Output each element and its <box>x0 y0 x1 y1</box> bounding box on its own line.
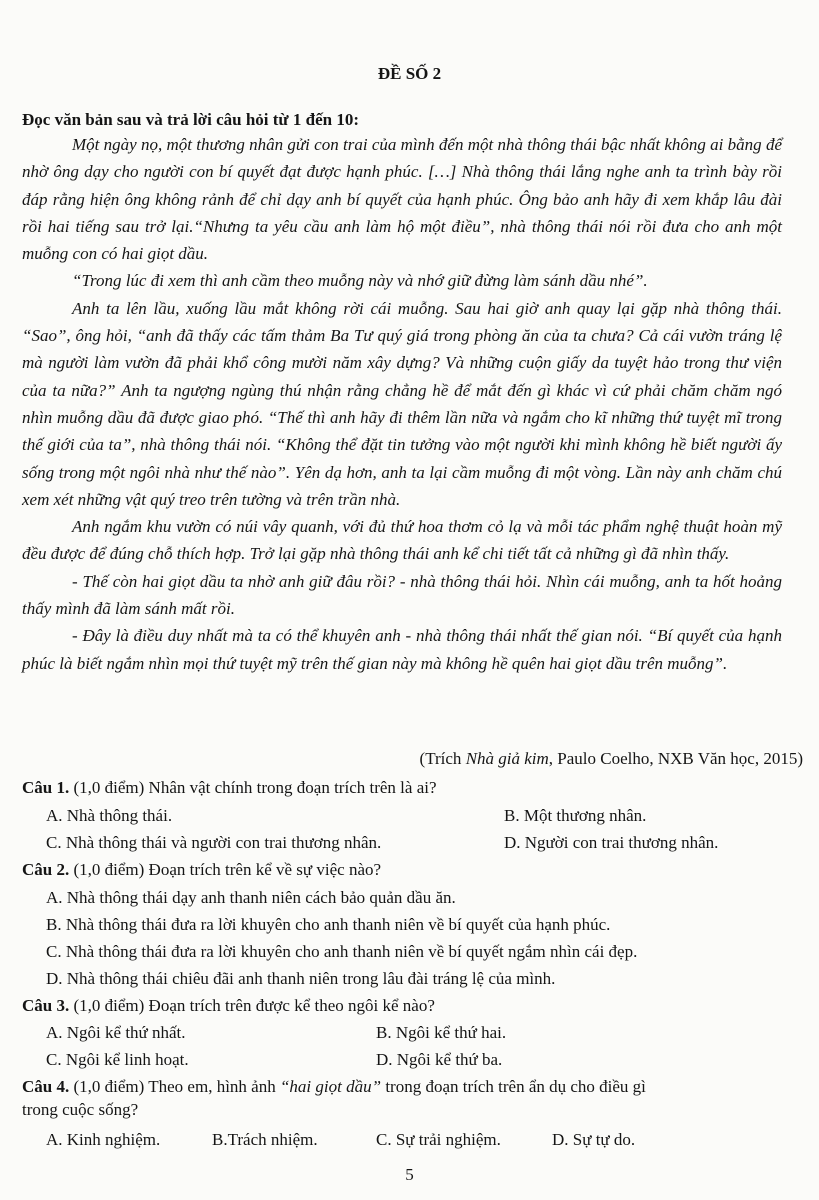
passage-paragraph: Một ngày nọ, một thương nhân gửi con trai của mình đến một nhà thông thái bậc nhất không ai bằng để nhờ ông dạy cho người con bí quyết đạt được hạnh phúc. […] Nhà thông thái lắng nghe anh ta trình bày rồi đáp rằng hiện ông không rảnh để chỉ dạy anh bí quyết của hạnh phúc. Ông bảo anh hãy đi xem khắp lâu đài rồi hai tiếng sau trở lại.“Nhưng ta yêu cầu anh làm hộ một điều”, nhà thông thái nói rồi đưa cho anh một muỗng con có hai giọt dầu. <box>22 135 782 264</box>
option-2a: A. Nhà thông thái dạy anh thanh niên cách bảo quản dầu ăn. <box>46 888 456 907</box>
option-1d: D. Người con trai thương nhân. <box>504 833 719 852</box>
question-4 <box>22 1077 646 1097</box>
option-4c: C. Sự trải nghiệm. <box>376 1130 501 1149</box>
question-label: Câu 3. <box>22 996 70 1015</box>
passage-paragraph: - Đây là điều duy nhất mà ta có thể khuyên anh - nhà thông thái nhất thế gian nói. “Bí quyết của hạnh phúc là biết ngắm nhìn mọi thứ tuyệt mỹ trên thế gian này mà không hề quên hai giọt dầu trên muỗng”. <box>22 626 782 673</box>
question-label: Câu 4. <box>22 1077 70 1096</box>
option-2c: C. Nhà thông thái đưa ra lời khuyên cho anh thanh niên về bí quyết ngắm nhìn cái đẹp. <box>46 942 638 961</box>
instruction: Đọc văn bản sau và trả lời câu hỏi từ 1 đến 10: <box>22 110 359 129</box>
passage-paragraph: Anh ta lên lầu, xuống lầu mắt không rời cái muỗng. Sau hai giờ anh quay lại gặp nhà thông thái. “Sao”, ông hỏi, “anh đã thấy các tấm thảm Ba Tư quý giá trong phòng ăn của ta chưa? Cả cái vườn tráng lệ mà người làm vườn đã phải khổ công mười năm xây dựng? Và những cuộn giấy da tuyệt hảo trong thư viện của ta nữa?” Anh ta ngượng ngùng thú nhận rằng chẳng hề để mắt đến gì khác vì cứ phải chăm chăm ngó nhìn muỗng dầu đã được giao phó. “Thế thì anh hãy đi thêm lần nữa và ngắm cho kĩ những thứ tuyệt mĩ trong thế giới của ta”, nhà thông thái nói. “Không thể đặt tin tưởng vào một người khi mình không hề biết người ấy sống trong một ngôi nhà như thế nào”. Yên dạ hơn, anh ta lại cầm muỗng đi một vòng. Lần này anh chăm chú xem xét những vật quý treo trên tường và trên trần nhà. <box>22 298 782 509</box>
question-label: Câu 1. <box>22 778 70 797</box>
citation-prefix: (Trích <box>419 749 466 768</box>
option-4a: A. Kinh nghiệm. <box>46 1130 161 1149</box>
option-1b: B. Một thương nhân. <box>504 806 647 825</box>
passage-paragraph: Anh ngắm khu vườn có núi vây quanh, với đủ thứ hoa thơm cỏ lạ và mỗi tác phẩm nghệ thuật hoàn mỹ đều được để đúng chỗ thích hợp. Trở lại gặp nhà thông thái anh kể chi tiết tất cả những gì đã nhìn thấy. <box>22 517 782 564</box>
citation-book: Nhà giả kim <box>465 749 549 768</box>
option-4d: D. Sự tự do. <box>552 1130 636 1149</box>
question-4-line2: trong cuộc sống? <box>22 1100 139 1119</box>
option-3c: C. Ngôi kể linh hoạt. <box>46 1050 189 1069</box>
passage-paragraph: “Trong lúc đi xem thì anh cầm theo muỗng này và nhớ giữ đừng làm sánh dầu nhé”. <box>72 271 648 291</box>
reading-passage <box>22 131 782 677</box>
question-1 <box>22 778 437 798</box>
option-4b: B.Trách nhiệm. <box>212 1130 318 1149</box>
question-text-before: (1,0 điểm) Theo em, hình ảnh <box>69 1077 280 1096</box>
page-number: 5 <box>405 1165 414 1184</box>
option-2d: D. Nhà thông thái chiêu đãi anh thanh niên trong lâu đài tráng lệ của mình. <box>46 969 556 988</box>
question-text: (1,0 điểm) Đoạn trích trên được kể theo ngôi kể nào? <box>69 996 435 1015</box>
exam-title: ĐỀ SỐ 2 <box>377 64 442 83</box>
passage-paragraph: - Thế còn hai giọt dầu ta nhờ anh giữ đâu rồi? - nhà thông thái hỏi. Nhìn cái muỗng, anh ta hốt hoảng thấy mình đã làm sánh mất rồi. <box>22 571 782 619</box>
option-1a: A. Nhà thông thái. <box>46 806 173 825</box>
option-3a: A. Ngôi kể thứ nhất. <box>46 1023 186 1042</box>
option-3d: D. Ngôi kể thứ ba. <box>376 1050 503 1069</box>
question-text-after: trong đoạn trích trên ẩn dụ cho điều gì <box>381 1077 646 1096</box>
question-3 <box>22 996 435 1016</box>
citation <box>420 749 803 769</box>
option-1c: C. Nhà thông thái và người con trai thương nhân. <box>46 833 382 852</box>
question-text-quote: “hai giọt dầu” <box>279 1077 382 1096</box>
question-text: (1,0 điểm) Nhân vật chính trong đoạn trích trên là ai? <box>69 778 437 797</box>
option-3b: B. Ngôi kể thứ hai. <box>376 1023 507 1042</box>
citation-suffix: , Paulo Coelho, NXB Văn học, 2015) <box>548 749 803 768</box>
question-2 <box>22 860 381 880</box>
question-label: Câu 2. <box>22 860 70 879</box>
option-2b: B. Nhà thông thái đưa ra lời khuyên cho anh thanh niên về bí quyết của hạnh phúc. <box>46 915 611 934</box>
question-text: (1,0 điểm) Đoạn trích trên kể về sự việc nào? <box>69 860 382 879</box>
